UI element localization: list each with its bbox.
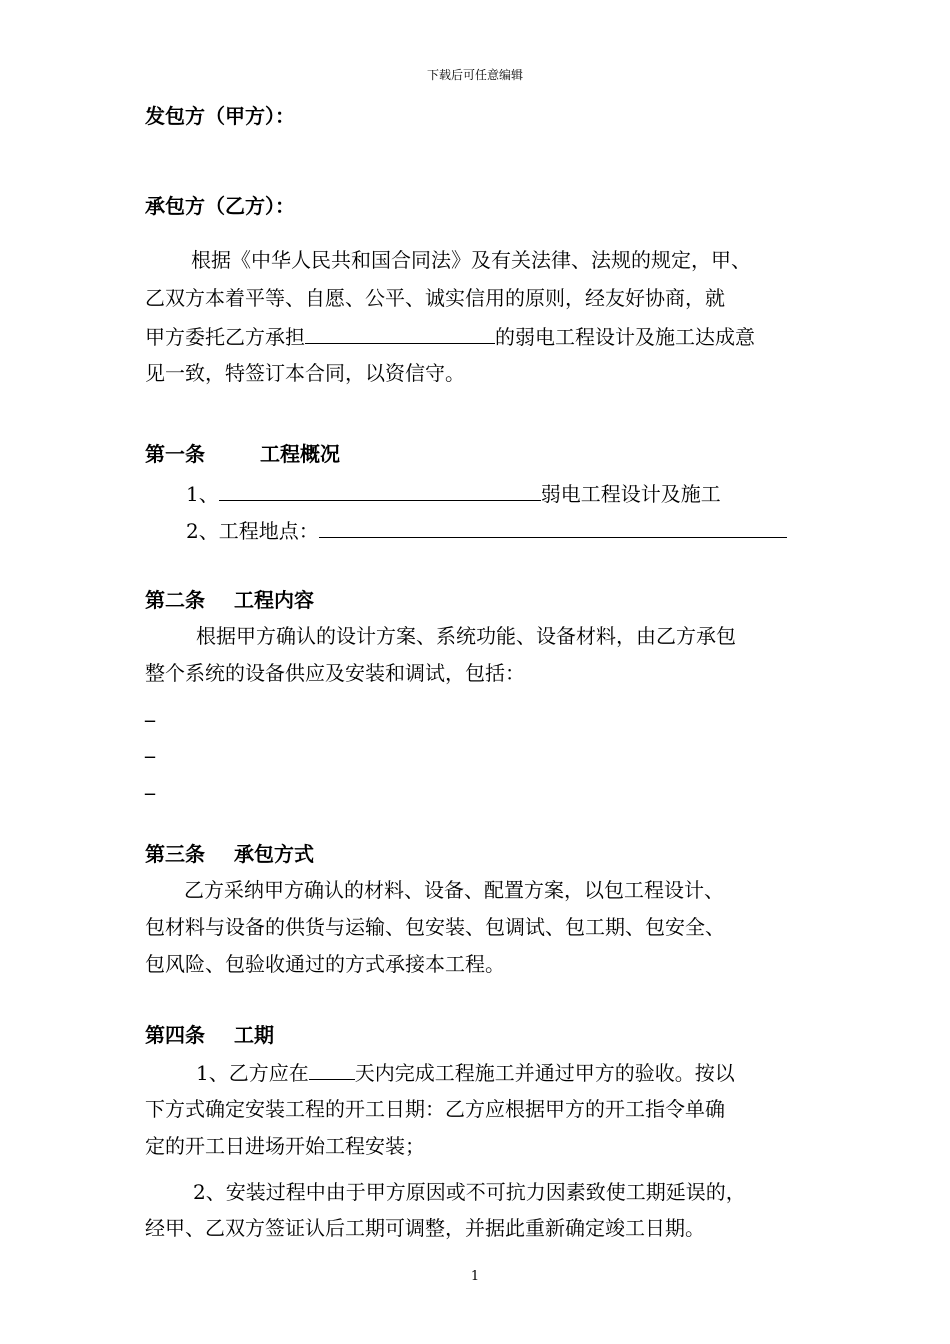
party-b-label: 承包方（乙方）： — [145, 194, 295, 218]
article-2-title: 工程内容 — [234, 588, 314, 612]
article-1-title: 工程概况 — [260, 442, 340, 466]
article-2-list-dash-1: _ — [145, 698, 155, 722]
preamble-line-3 — [145, 323, 755, 349]
party-a-label: 发包方（甲方）： — [145, 104, 295, 128]
preamble-line-3-end: 的弱电工程设计及施工达成意 — [495, 325, 755, 349]
article-4-para-1-line-2: 下方式确定安装工程的开工日期：乙方应根据甲方的开工指令单确 — [145, 1097, 725, 1121]
article-1-item-2-text: 2、工程地点： — [186, 519, 319, 543]
days-blank — [309, 1059, 355, 1080]
article-2-line-1: 根据甲方确认的设计方案、系统功能、设备材料，由乙方承包 — [196, 624, 736, 648]
article-4-para-1-start: 1、乙方应在 — [196, 1061, 309, 1085]
project-location-blank — [319, 517, 787, 538]
article-4-number: 第四条 — [145, 1023, 205, 1047]
project-name-blank — [305, 323, 495, 344]
article-3-line-3: 包风险、包验收通过的方式承接本工程。 — [145, 952, 505, 976]
article-3-title: 承包方式 — [234, 842, 314, 866]
page-number: 1 — [470, 1269, 480, 1284]
article-4-para-1-line-3: 定的开工日进场开始工程安装； — [145, 1134, 425, 1158]
article-3-number: 第三条 — [145, 842, 205, 866]
article-4-para-2-line-1: 2、安装过程中由于甲方原因或不可抗力因素致使工期延误的， — [193, 1180, 746, 1204]
preamble-line-1: 根据《中华人民共和国合同法》及有关法律、法规的规定，甲、 — [191, 248, 751, 272]
article-4-para-1-end: 天内完成工程施工并通过甲方的验收。按以 — [354, 1061, 735, 1085]
article-3-line-2: 包材料与设备的供货与运输、包安装、包调试、包工期、包安全、 — [145, 915, 725, 939]
preamble-line-2: 乙双方本着平等、自愿、公平、诚实信用的原则，经友好协商，就 — [145, 286, 725, 310]
project-title-blank — [219, 480, 541, 501]
article-2-list-dash-2: _ — [145, 734, 155, 758]
article-4-para-1-line-1 — [196, 1059, 735, 1085]
article-1-item-1-text: 弱电工程设计及施工 — [540, 482, 721, 506]
article-3-line-1: 乙方采纳甲方确认的材料、设备、配置方案，以包工程设计、 — [184, 878, 724, 902]
preamble-line-4: 见一致，特签订本合同，以资信守。 — [145, 361, 465, 385]
article-2-number: 第二条 — [145, 588, 205, 612]
article-1-number: 第一条 — [145, 442, 205, 466]
article-1-item-1-index: 1、 — [186, 482, 219, 506]
preamble-line-3-start: 甲方委托乙方承担 — [145, 325, 305, 349]
article-1-item-2 — [186, 517, 787, 543]
article-2-line-2: 整个系统的设备供应及安装和调试，包括： — [145, 661, 525, 685]
article-2-list-dash-3: _ — [145, 771, 155, 795]
page-header: 下载后可任意编辑 — [426, 68, 523, 82]
article-4-title: 工期 — [234, 1023, 274, 1047]
article-1-item-1 — [186, 480, 721, 506]
article-4-para-2-line-2: 经甲、乙双方签证认后工期可调整，并据此重新确定竣工日期。 — [145, 1216, 705, 1240]
